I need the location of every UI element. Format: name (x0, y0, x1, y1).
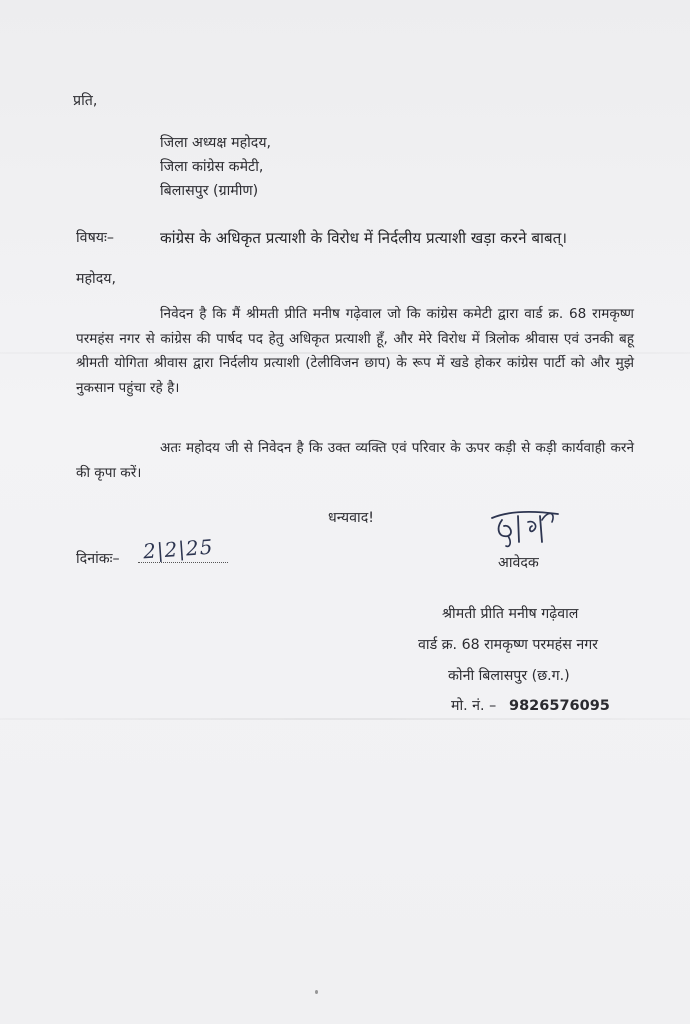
addressee-line-3: बिलासपुर (ग्रामीण) (160, 183, 259, 199)
addressee-line-2: जिला कांग्रेस कमेटी, (160, 159, 264, 175)
sender-mobile-number: 9826576095 (509, 698, 610, 714)
paper-speck (315, 990, 318, 994)
date-label: दिनांकः– (76, 551, 120, 567)
body-paragraph-1: निवेदन है कि मैं श्रीमती प्रीति मनीष गढ़ेवाल जो कि कांग्रेस कमेटी द्वारा वार्ड क्र. 68 रामकृष्ण परमहंस नगर से कांग्रेस की पार्षद पद हेतु अधिकृत प्रत्याशी हूँ, और मेरे विरोध में त्रिलोक श्रीवास एवं उनकी बहू श्रीमती योगिता श्रीवास द्वारा निर्दलीय प्रत्याशी (टेलीविजन छाप) के रूप में खडे होकर कांग्रेस पार्टी को और मुझे नुकसान पहुंचा रहे है। (76, 306, 634, 396)
sender-mobile-label: मो. नं. – (451, 698, 497, 714)
closing-thanks: धन्यवाद! (328, 510, 374, 526)
date-dotted-line (138, 562, 228, 563)
addressee-prati: प्रति, (73, 93, 98, 109)
subject-label: विषयः– (76, 230, 114, 246)
applicant-role: आवेदक (498, 555, 539, 571)
paper-fold-line (0, 718, 690, 720)
subject-text: कांग्रेस के अधिकृत प्रत्याशी के विरोध में निर्दलीय प्रत्याशी खड़ा करने बाबत्। (160, 229, 568, 247)
sender-ward: वार्ड क्र. 68 रामकृष्ण परमहंस नगर (418, 637, 598, 653)
body-paragraph-2: अतः महोदय जी से निवेदन है कि उक्त व्यक्ति एवं परिवार के ऊपर कड़ी से कड़ी कार्यवाही करने की कृपा करें। (76, 440, 634, 481)
signature-mark (488, 508, 562, 550)
sender-place: कोनी बिलासपुर (छ.ग.) (448, 668, 570, 684)
sender-name: श्रीमती प्रीति मनीष गढ़ेवाल (442, 606, 579, 622)
salutation: महोदय, (76, 271, 116, 287)
date-value-handwritten: 2|2|25 (142, 534, 215, 564)
addressee-line-1: जिला अध्यक्ष महोदय, (160, 135, 272, 151)
